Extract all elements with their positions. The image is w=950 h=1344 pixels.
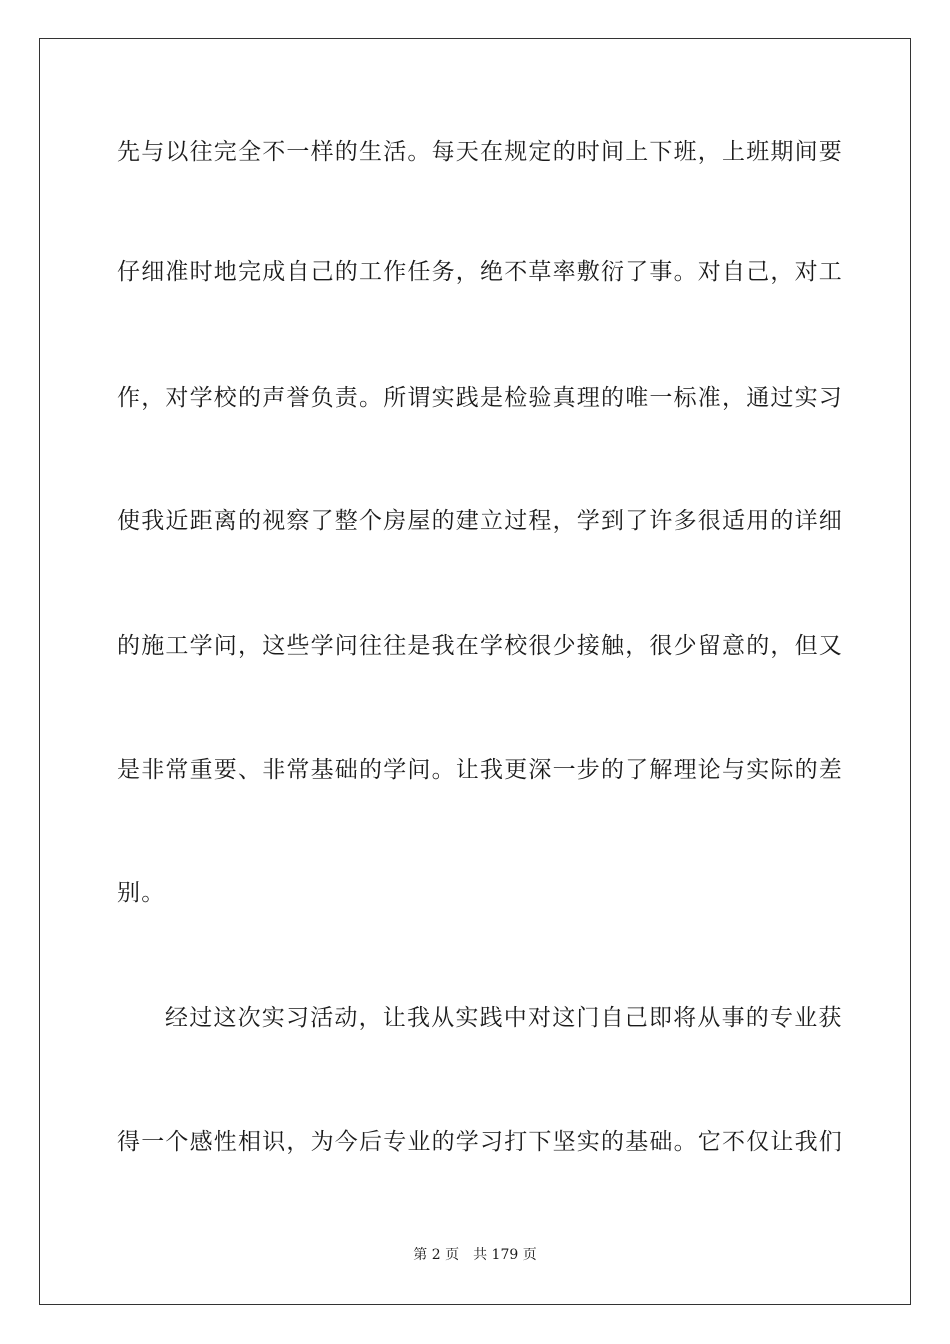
text-line-7: 别。: [117, 880, 166, 906]
page-footer: [0, 1246, 950, 1264]
text-line-2: 仔细准时地完成自己的工作任务，绝不草率敷衍了事。对自己，对工: [117, 259, 843, 285]
page-total: 共 179 页: [473, 1247, 537, 1263]
text-line-1: 先与以往完全不一样的生活。每天在规定的时间上下班，上班期间要: [117, 139, 843, 165]
text-line-4: 使我近距离的视察了整个房屋的建立过程，学到了许多很适用的详细: [117, 508, 843, 534]
text-line-8: 经过这次实习活动，让我从实践中对这门自己即将从事的专业获: [165, 1005, 843, 1031]
page-border: [39, 38, 911, 1305]
text-line-6: 是非常重要、非常基础的学问。让我更深一步的了解理论与实际的差: [117, 757, 843, 783]
text-line-5: 的施工学问，这些学问往往是我在学校很少接触，很少留意的，但又: [117, 633, 843, 659]
page-number: 第 2 页: [413, 1247, 460, 1263]
text-line-3: 作，对学校的声誉负责。所谓实践是检验真理的唯一标准，通过实习: [117, 385, 843, 411]
text-line-9: 得一个感性相识，为今后专业的学习打下坚实的基础。它不仅让我们: [117, 1129, 843, 1155]
